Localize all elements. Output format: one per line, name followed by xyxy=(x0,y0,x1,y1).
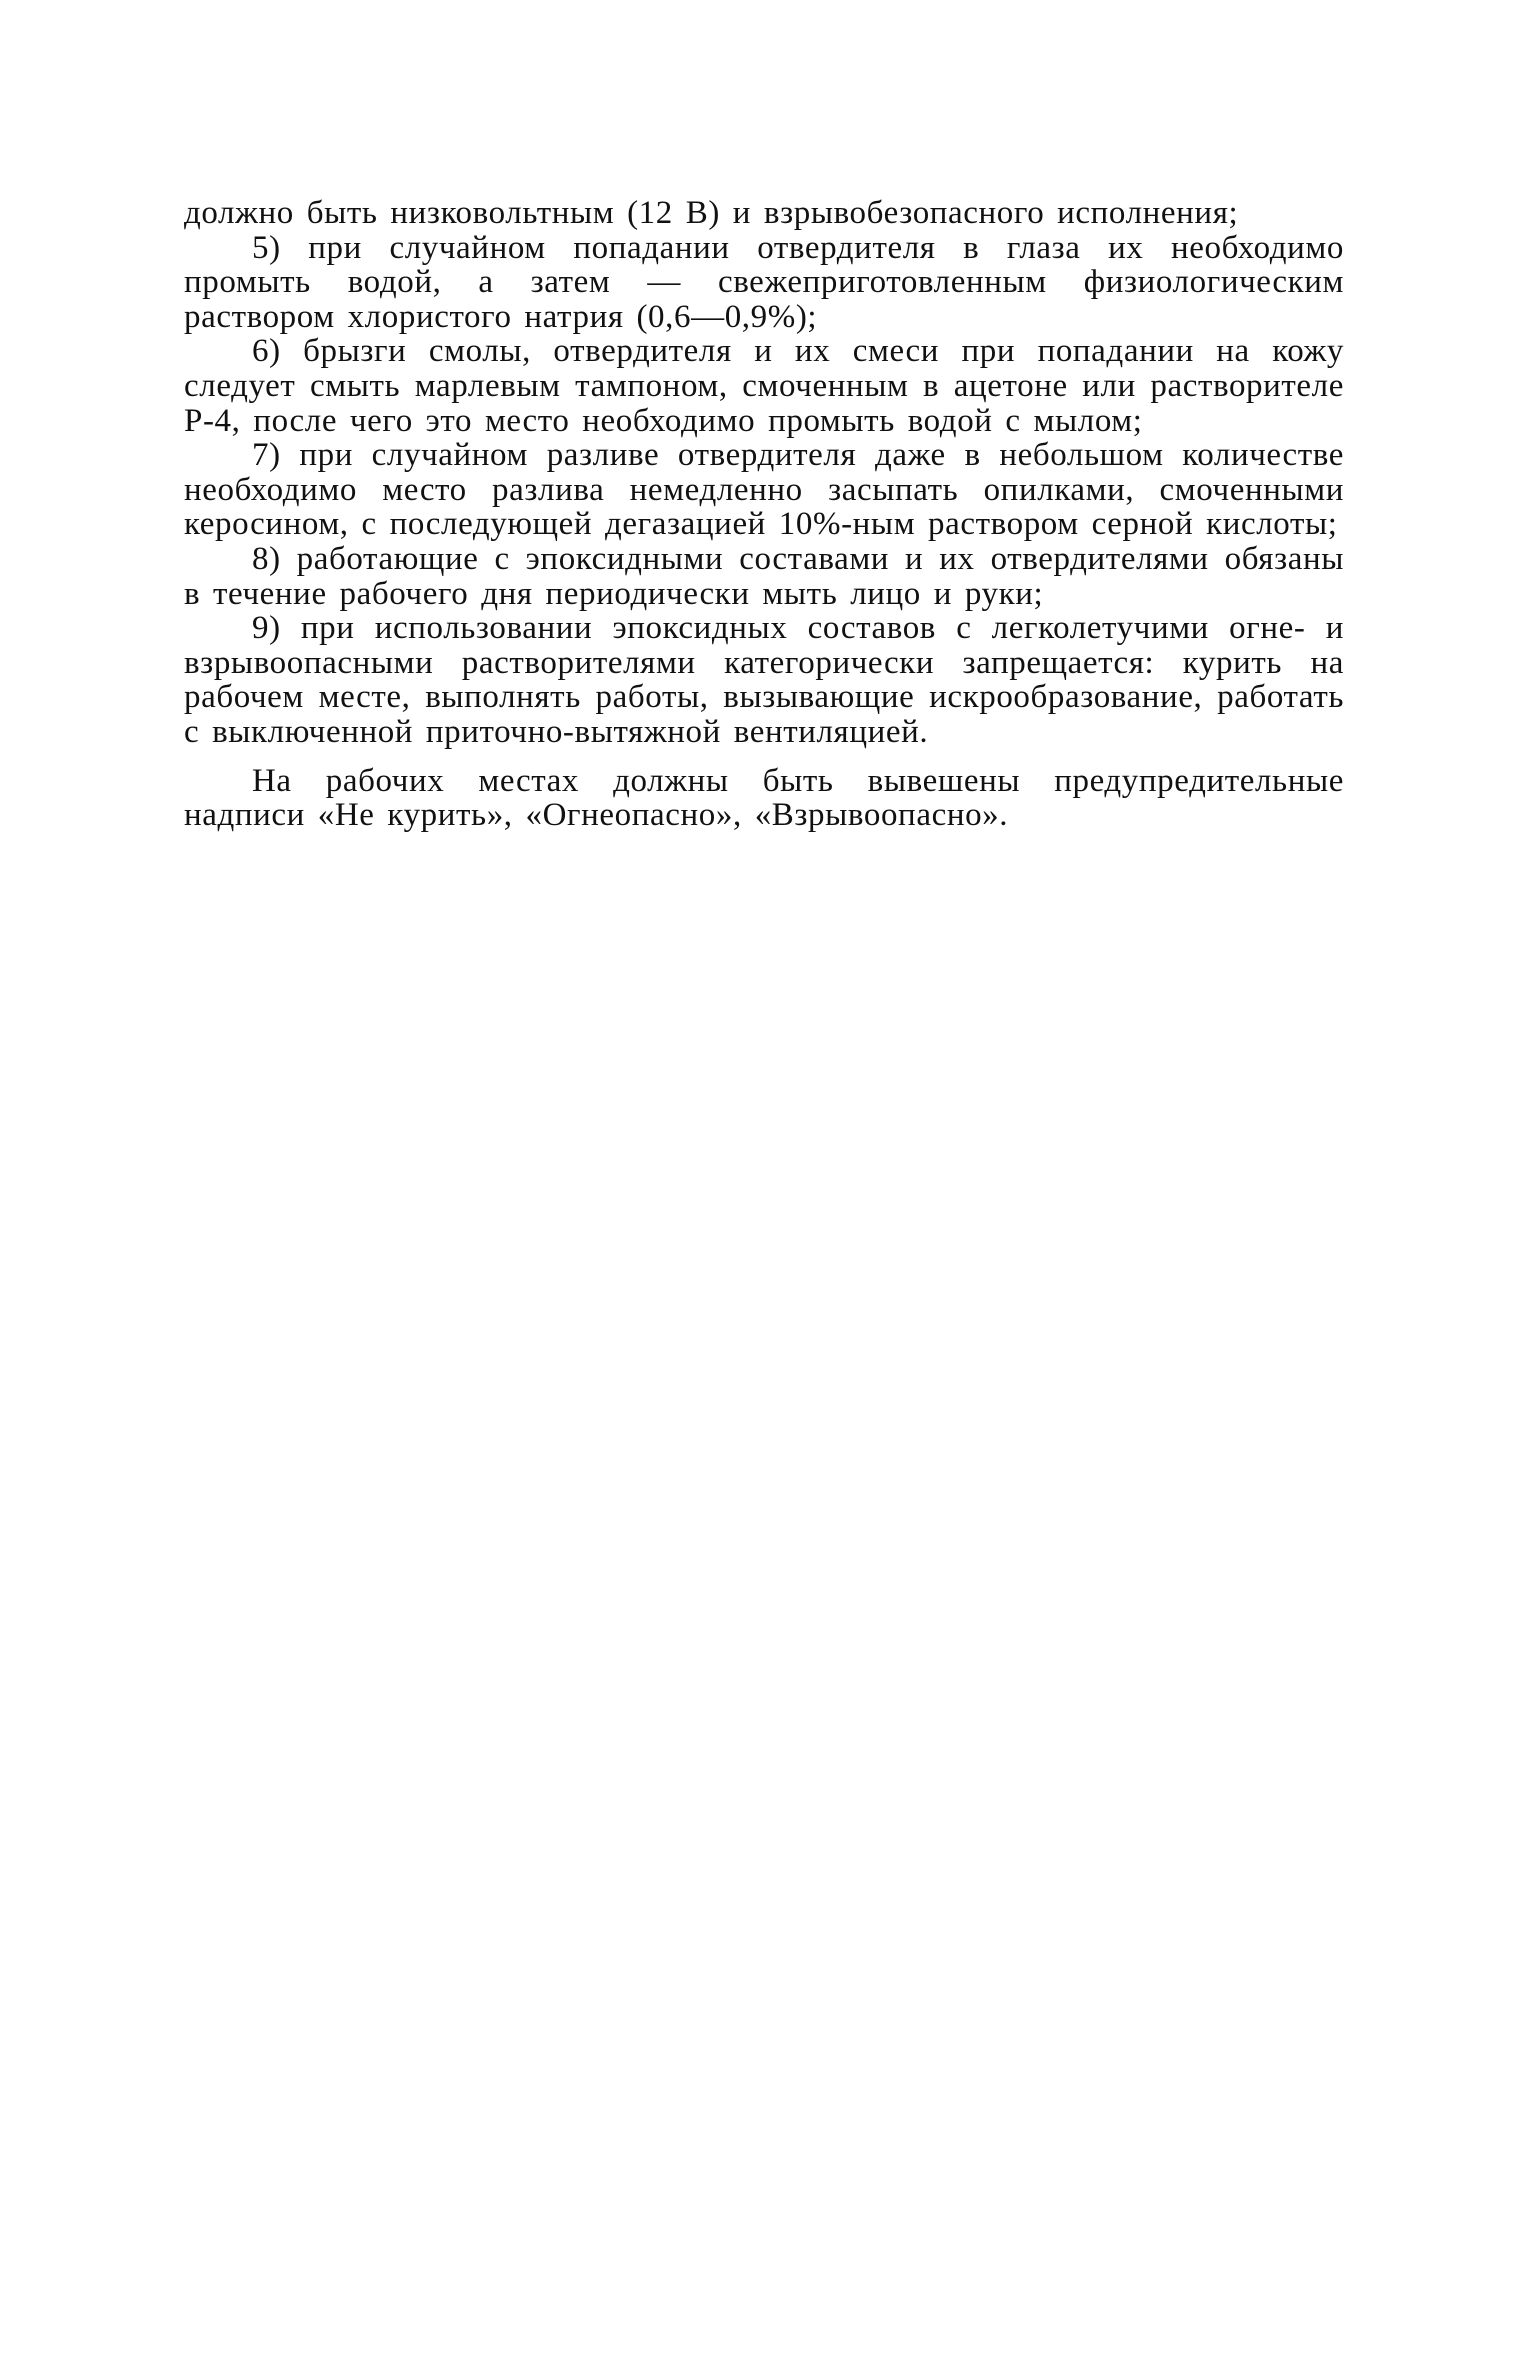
paragraph-warning-signs: На рабочих местах должны быть вывешены предупредительные надписи «Не курить», «Огнеопасно», «Взрывоопасно». xyxy=(184,762,1344,834)
paragraph-item-9: 9) при использовании эпоксидных составов с легколетучими огне- и взрывоопасными растворителями категорически запрещается: курить на рабочем месте, выполнять работы, вызывающие искрообразование, работать с выключенной приточно-вытяжной вентиляцией. xyxy=(184,610,1344,750)
paragraph-item-5: 5) при случайном попадании отвердителя в глаза их необходимо промыть водой, а затем — свежеприготовленным физиологическим раствором хлористого натрия (0,6—0,9%); xyxy=(184,229,1344,335)
body-text xyxy=(184,196,1344,833)
paragraph-item-7: 7) при случайном разливе отвердителя даже в небольшом количестве необходимо место разлива немедленно засыпать опилками, смоченными керосином, с последующей дегазацией 10%-ным раствором серной кислоты; xyxy=(184,437,1344,543)
paragraph-item-6: 6) брызги смолы, отвердителя и их смеси при попадании на кожу следует смыть марлевым тампоном, смоченным в ацетоне или растворителе Р-4, после чего это место необходимо промыть водой с мылом; xyxy=(184,333,1344,439)
paragraph-continuation: должно быть низковольтным (12 В) и взрывобезопасного исполнения; xyxy=(184,195,1239,231)
paragraph-item-8: 8) работающие с эпоксидными составами и их отвердителями обязаны в течение рабочего дня периодически мыть лицо и руки; xyxy=(184,540,1344,612)
